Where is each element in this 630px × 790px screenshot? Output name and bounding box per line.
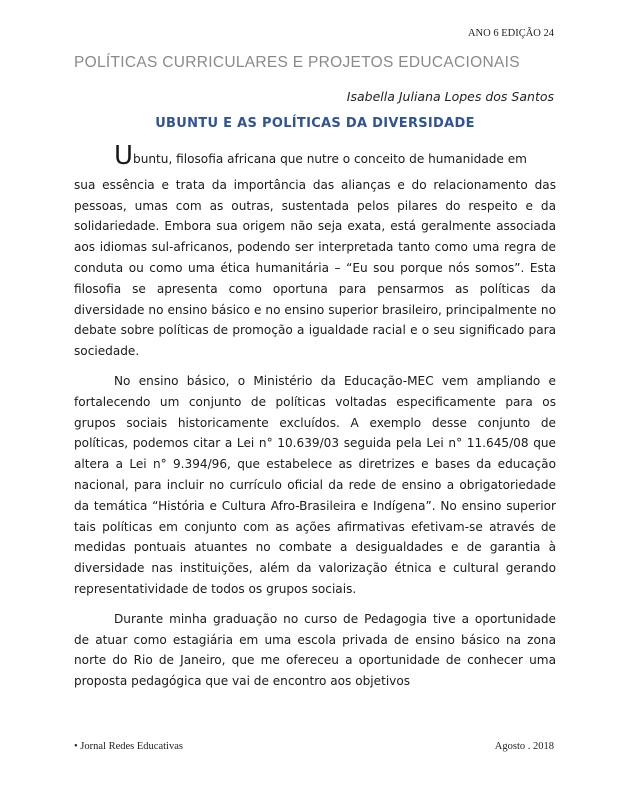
section-title: POLÍTICAS CURRICULARES E PROJETOS EDUCACIONAIS bbox=[74, 54, 520, 71]
footer-journal-name: • Jornal Redes Educativas bbox=[74, 741, 183, 752]
article-title: UBUNTU E AS POLÍTICAS DA DIVERSIDADE bbox=[155, 116, 475, 131]
paragraph-2: No ensino básico, o Ministério da Educação-MEC vem ampliando e fortalecendo um conjunto de políticas voltadas especificamente para os grupos sociais historicamente excluídos. A exemplo desse conjunto de políticas, podemos citar a Lei n° 10.639/03 seguida pela Lei n° 11.645/08 que altera a Lei n° 9.394/96, que estabelece as diretrizes e bases da educação nacional, para incluir no currículo oficial da rede de ensino a obrigatoriedade da temática “História e Cultura Afro-Brasileira e Indígena”. No ensino superior tais políticas em conjunto com as ações afirmativas efetivam-se através de medidas pontuais atuantes no combate a desigualdades e de garantia à diversidade nas instituições, além da valorização étnica e cultural gerando representatividade de todos os grupos sociais. bbox=[74, 373, 556, 596]
paragraph-1-first-line bbox=[74, 141, 556, 171]
drop-cap: U bbox=[114, 141, 134, 171]
paragraph-3: Durante minha graduação no curso de Pedagogia tive a oportunidade de atuar como estagiária em uma escola privada de ensino básico na zona norte do Rio de Janeiro, que me ofereceu a oportunidade de conhecer uma proposta pedagógica que vai de encontro aos objetivos bbox=[74, 611, 556, 689]
paragraph-1-first-line-text: buntu, filosofia africana que nutre o conceito de humanidade em bbox=[133, 152, 527, 166]
article-body bbox=[74, 141, 556, 701]
paragraph-1 bbox=[74, 141, 556, 171]
paragraph-1-continued: sua essência e trata da importância das alianças e do relacionamento das pessoas, umas com as outras, sustentada pelos pilares do respeito e da solidariedade. Embora sua origem não seja exata, está geralmente associada aos idiomas sul-africanos, podendo ser interpretada tanto como uma regra de conduta ou como uma ética humanitária – “Eu sou porque nós somos”. Esta filosofia se apresenta como oportuna para pensarmos as políticas da diversidade no ensino básico e no ensino superior brasileiro, principalmente no debate sobre políticas de promoção a igualdade racial e o seu significado para sociedade. bbox=[74, 177, 556, 359]
edition-label: ANO 6 EDIÇÃO 24 bbox=[467, 28, 554, 39]
footer-date: Agosto . 2018 bbox=[494, 741, 554, 752]
author-name: Isabella Juliana Lopes dos Santos bbox=[346, 89, 554, 104]
